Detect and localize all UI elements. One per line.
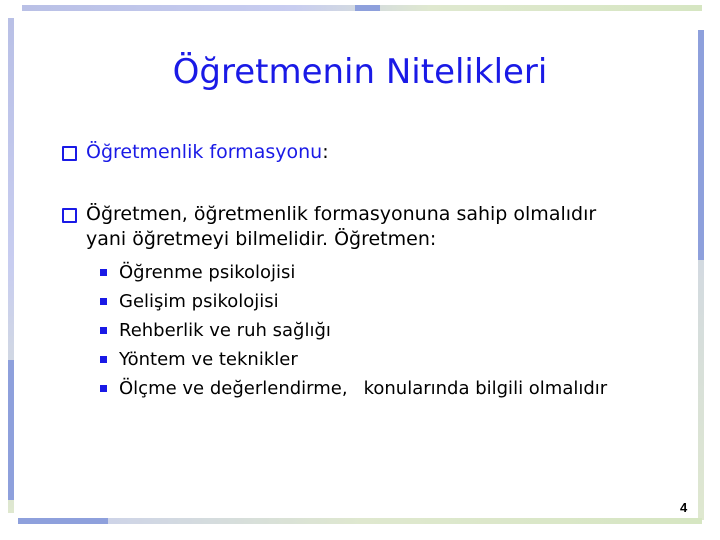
slide-title: Öğretmenin Nitelikleri: [172, 52, 548, 92]
frame-bar-left-accent: [8, 360, 14, 500]
bullet-colon: :: [322, 141, 329, 163]
frame-bar-bottom-accent: [18, 518, 108, 524]
sub-item-text: Gelişim psikolojisi: [119, 291, 279, 312]
sub-list-item: [100, 258, 607, 287]
bullet-line-1: Öğretmen, öğretmenlik formasyonuna sahip olmalıdır: [86, 203, 597, 225]
sub-list-item: [100, 316, 607, 345]
sub-item-text: Rehberlik ve ruh sağlığı: [119, 320, 331, 341]
filled-square-icon: [100, 356, 107, 363]
frame-bar-bottom: [22, 518, 702, 524]
page-number: 4: [680, 500, 688, 515]
hollow-square-icon: [62, 208, 77, 223]
sub-item-text: Öğrenme psikolojisi: [119, 262, 296, 283]
sub-bullet-list: [100, 258, 607, 403]
sub-item-text: Ölçme ve değerlendirme,: [119, 378, 348, 399]
filled-square-icon: [100, 385, 107, 392]
sub-list-item: [100, 345, 607, 374]
filled-square-icon: [100, 298, 107, 305]
sub-item-trailing-text: konularında bilgili olmalıdır: [363, 378, 608, 399]
filled-square-icon: [100, 327, 107, 334]
filled-square-icon: [100, 269, 107, 276]
sub-list-item: [100, 374, 607, 403]
sub-item-text: Yöntem ve teknikler: [119, 349, 298, 370]
hollow-square-icon: [62, 146, 77, 161]
sub-list-item: [100, 287, 607, 316]
bullet-line-2: yani öğretmeyi bilmelidir. Öğretmen:: [86, 228, 437, 250]
frame-bar-top-accent: [355, 5, 380, 11]
bullet-item-formasyon: [62, 140, 329, 165]
bullet-item-ogretmen: [62, 202, 662, 252]
bullet-text: Öğretmenlik formasyonu: [86, 141, 323, 163]
